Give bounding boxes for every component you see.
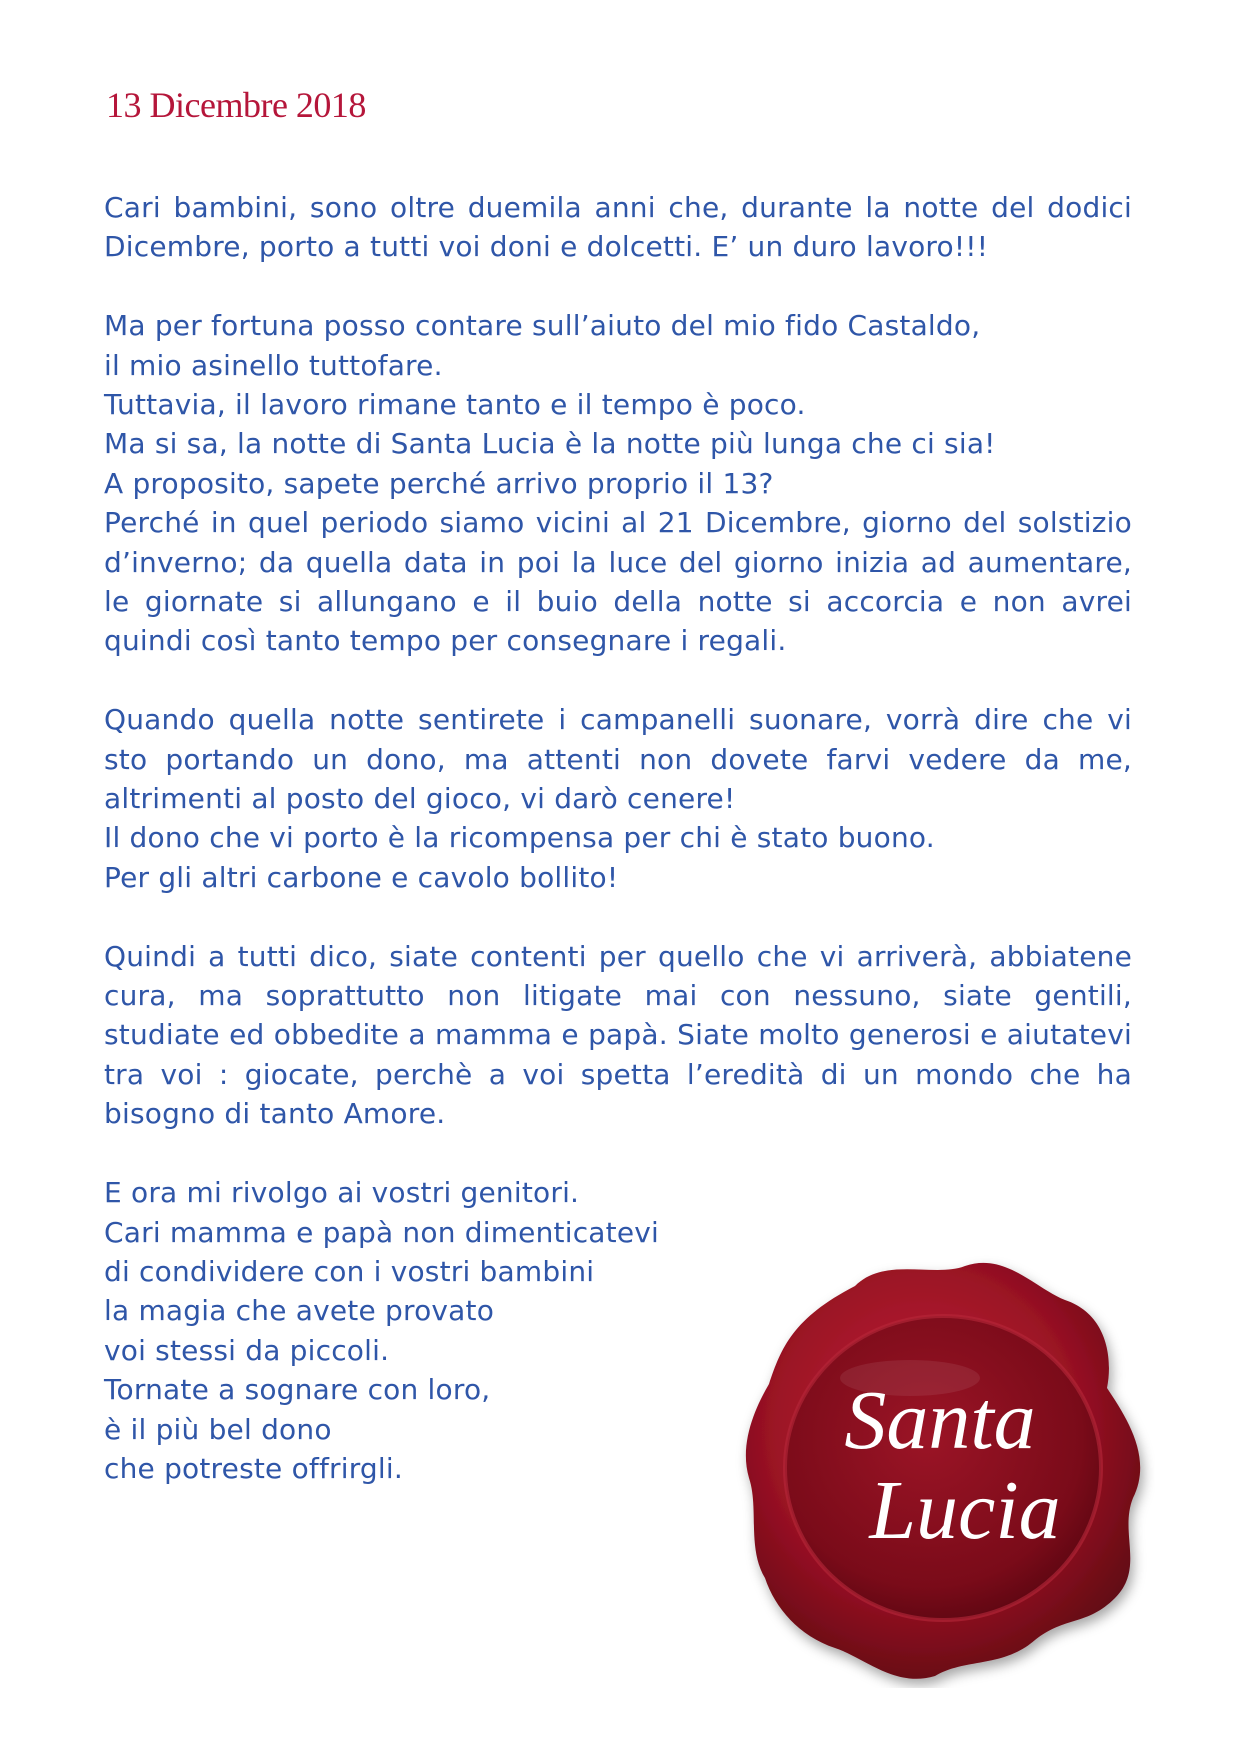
text-line: E ora mi rivolgo ai vostri genitori. <box>104 1176 580 1210</box>
text-line: che potreste offrirgli. <box>104 1451 403 1485</box>
paragraph-intro: Cari bambini, sono oltre duemila anni che, durante la notte del dodici Dicembre, porto a tutti voi doni e dolcetti. E’ un duro lavoro!!! <box>104 191 1132 264</box>
text-solstice: Perché in quel periodo siamo vicini al 21 Dicembre, giorno del solstizio d’inverno; da quella data in poi la luce del giorno inizia ad aumentare, le giornate si allungano e il buio della notte si accorcia e non avrei quindi così tanto tempo per consegnare i regali. <box>104 506 1132 658</box>
text-line: voi stessi da piccoli. <box>104 1333 390 1367</box>
text-line: Cari mamma e papà non dimenticatevi <box>104 1215 660 1249</box>
paragraph-advice: Quindi a tutti dico, siate contenti per quello che vi arriverà, abbiatene cura, ma soprattutto non litigate mai con nessuno, siate gentili, studiate ed obbedite a mamma e papà. Siate molto generosi e aiutatevi tra voi : giocate, perchè a voi spetta l’eredità di un mondo che ha bisogno di tanto Amore. <box>104 939 1132 1131</box>
text-line: Ma per fortuna posso contare sull’aiuto del mio fido Castaldo, <box>104 309 981 343</box>
text-line: la magia che avete provato <box>104 1294 495 1328</box>
text-line: Il dono che vi porto è la ricompensa per chi è stato buono. <box>104 821 935 855</box>
text-bells: Quando quella notte sentirete i campanelli suonare, vorrà dire che vi sto portando un dono, ma attenti non dovete farvi vedere da me, altrimenti al posto del gioco, vi darò cenere! <box>104 703 1132 816</box>
text-line: il mio asinello tuttofare. <box>104 348 443 382</box>
letter-date: 13 Dicembre 2018 <box>106 85 366 125</box>
wax-seal-icon <box>735 1248 1155 1688</box>
text-line: di condividere con i vostri bambini <box>104 1254 595 1288</box>
seal-text-santa: Santa <box>844 1374 1036 1467</box>
paragraph-bells <box>104 700 1132 897</box>
text-line: A proposito, sapete perché arrivo proprio il 13? <box>104 466 774 500</box>
paragraph-parents <box>104 1173 744 1488</box>
text-line: Tuttavia, il lavoro rimane tanto e il tempo è poco. <box>104 388 806 422</box>
seal-text-lucia: Lucia <box>869 1464 1061 1557</box>
text-line: è il più bel dono <box>104 1412 332 1446</box>
text-line: Ma si sa, la notte di Santa Lucia è la notte più lunga che ci sia! <box>104 427 996 461</box>
text-line: Per gli altri carbone e cavolo bollito! <box>104 860 619 894</box>
paragraph-castaldo <box>104 306 1132 661</box>
text-line: Tornate a sognare con loro, <box>104 1373 491 1407</box>
